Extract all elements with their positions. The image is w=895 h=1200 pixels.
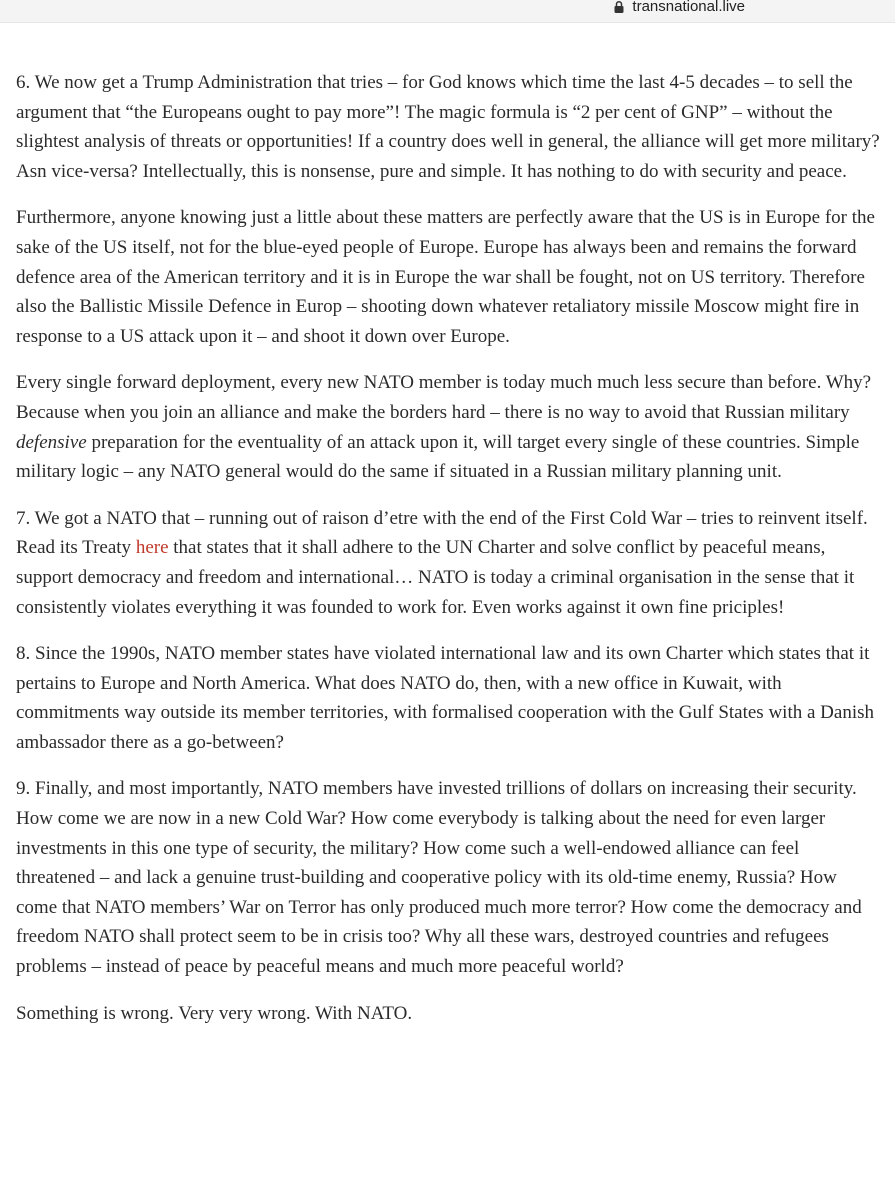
lock-icon bbox=[612, 0, 626, 14]
url-text: transnational.live bbox=[632, 0, 745, 15]
paragraph-text: preparation for the eventuality of an attack upon it, will target every single of these countries. Simple military logic – any NATO general would do the same if situated in a Russian military planning unit. bbox=[16, 431, 860, 483]
paragraph-text: that states that it shall adhere to the UN Charter and solve conflict by peaceful means, support democracy and freedom and international… NATO is today a criminal organisation in the sense that it consistently violates everything it was founded to work for. Even works against it own fine priciples! bbox=[16, 537, 855, 618]
paragraph-furthermore: Furthermore, anyone knowing just a little about these matters are perfectly aware that the US is in Europe for the sake of the US itself, not for the blue-eyed people of Europe. Europe has always been and remains the forward defence area of the American territory and it is in Europe the war shall be fought, not on US territory. Therefore also the Ballistic Missile Defence in Europ – shooting down whatever retaliatory missile Moscow might fire in response to a US attack upon it – and shoot it down over Europe. bbox=[16, 207, 875, 347]
treaty-link[interactable]: here bbox=[135, 537, 169, 559]
paragraph-forward-deployment bbox=[16, 368, 882, 486]
paragraph-text: Every single forward deployment, every new NATO member is today much much less secure than before. Why? Because when you join an alliance and make the borders hard – there is no way to avoid that Russian military bbox=[16, 372, 872, 423]
paragraph-7 bbox=[16, 504, 882, 622]
paragraph-text: 7. We got a NATO that – running out of raison d’etre with the end of the First Cold War – tries to reinvent itself. Read its Treaty bbox=[16, 507, 868, 559]
article-body bbox=[16, 68, 882, 1045]
paragraph-9: 9. Finally, and most importantly, NATO members have invested trillions of dollars on increasing their security. How come we are now in a new Cold War? How come everybody is talking about the need for even larger investments in this one type of security, the military? How come such a well-endowed alliance can feel threatened – and lack a genuine trust-building and cooperative policy with its old-time enemy, Russia? How come that NATO members’ War on Terror has only produced much more terror? How come the democracy and freedom NATO shall protect seem to be in crisis too? Why all these wars, destroyed countries and refugees problems – instead of peace by peaceful means and much more peaceful world? bbox=[16, 778, 862, 978]
url-display[interactable] bbox=[612, 0, 745, 15]
emphasis-defensive: defensive bbox=[16, 431, 87, 453]
browser-address-bar[interactable] bbox=[0, 0, 895, 23]
paragraph-6: 6. We now get a Trump Administration that tries – for God knows which time the last 4-5 decades – to sell the argument that “the Europeans ought to pay more”! The magic formula is “2 per cent of GNP” – without the slightest analysis of threats or opportunities! If a country does well in general, the alliance will get more military? Asn vice-versa? Intellectually, this is nonsense, pure and simple. It has nothing to do with security and peace. bbox=[16, 72, 880, 182]
paragraph-conclusion: Something is wrong. Very very wrong. With NATO. bbox=[16, 1002, 413, 1024]
paragraph-8: 8. Since the 1990s, NATO member states have violated international law and its own Charter which states that it pertains to Europe and North America. What does NATO do, then, with a new office in Kuwait, with commitments way outside its member territories, with formalised cooperation with the Gulf States with a Danish ambassador there as a go-between? bbox=[16, 643, 874, 753]
